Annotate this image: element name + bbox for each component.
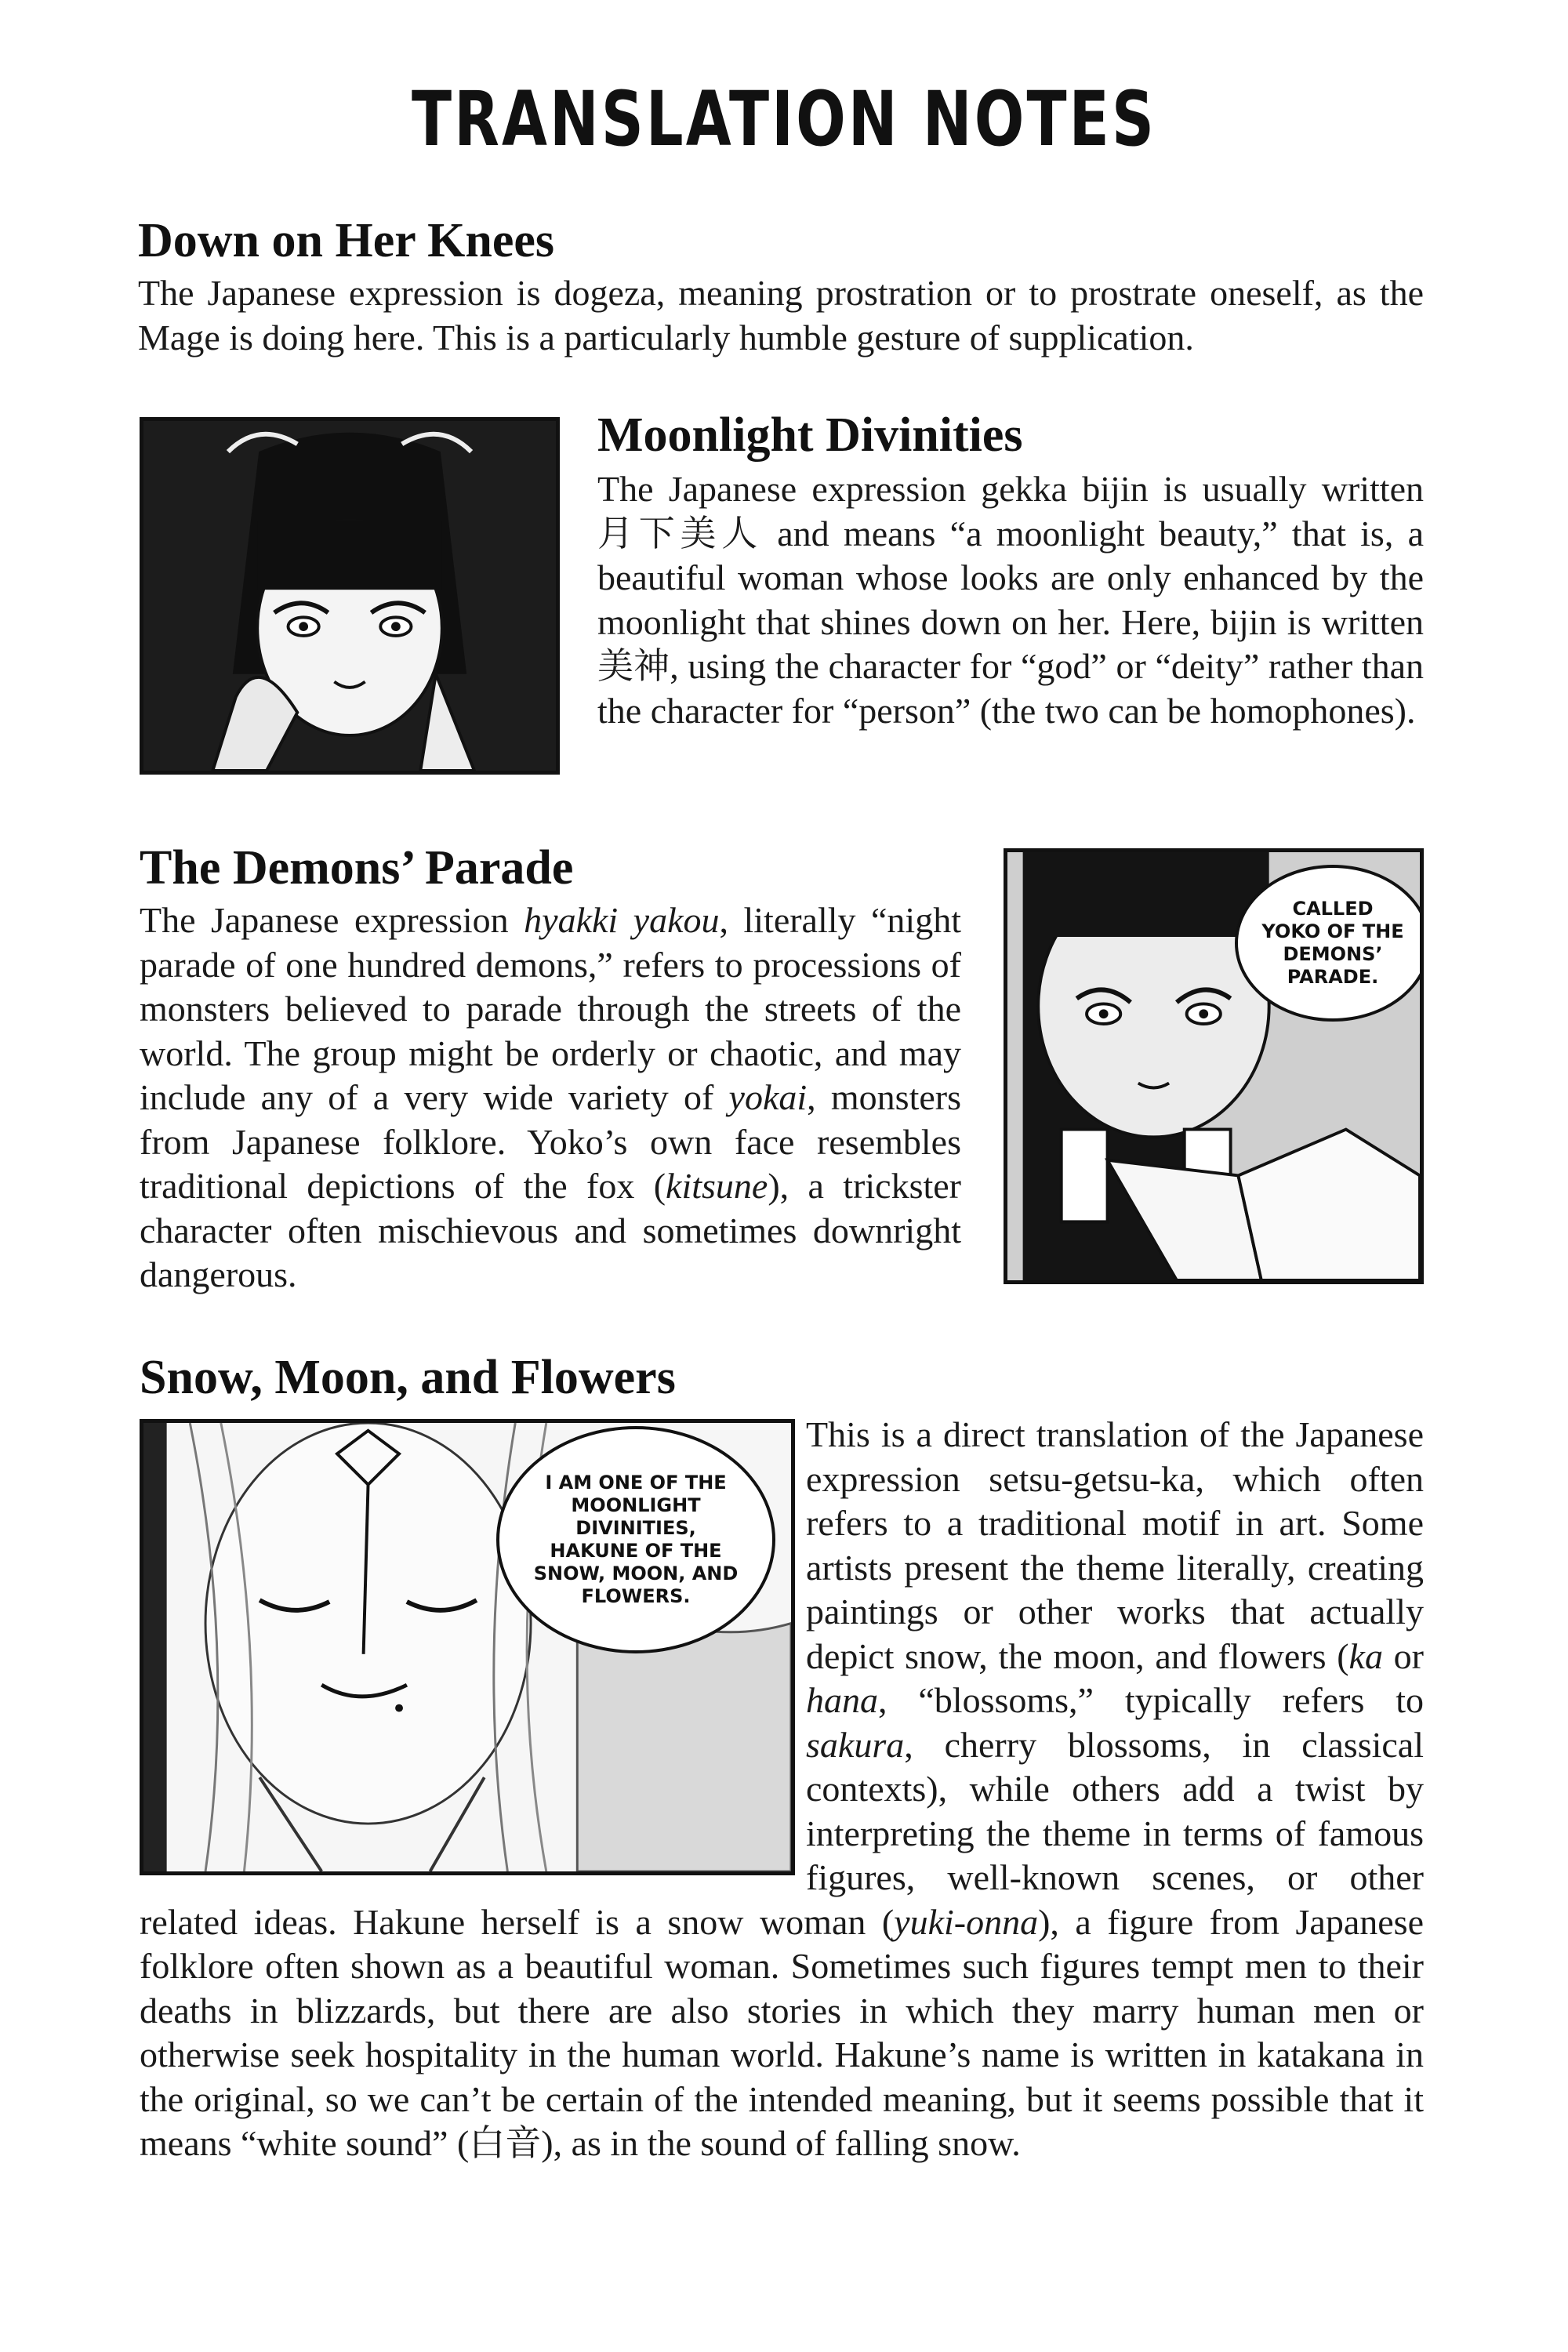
text-wrap-spacer [140,1413,806,1888]
note-heading-down-on-her-knees: Down on Her Knees [138,214,555,267]
note-body-demons-parade: The Japanese expression hyakki yakou, literally “night parade of one hundred demons,” refers to processions of monsters believed to parade through the streets of the world. The group might be orderly or chaotic, and may include any of a very wide variety of yokai, monsters from Japanese folklore. Yoko’s own face resembles traditional depictions of the fox (kitsune), a trickster character often mischievous and sometimes downright dangerous. [140,900,961,1294]
note-body-moonlight-divinities: The Japanese expression gekka bijin is usually written 月下美人 and means “a moonlight beauty,” that is, a beautiful woman whose looks are only enhanced by the moonlight that shines down on her. Here, bijin is written 美神, using the character for “god” or “deity” rather than the character for “person” (the two can be homophones). [597,469,1424,731]
manga-illustration [143,421,556,771]
note-heading-demons-parade: The Demons’ Parade [140,841,574,895]
note-heading-moonlight-divinities: Moonlight Divinities [597,408,1023,462]
manga-panel-moonlight [140,417,560,775]
manga-panel-demons-parade [1004,848,1424,1284]
note-heading-snow-moon-flowers: Snow, Moon, and Flowers [140,1351,676,1404]
note-body-snow-moon-flowers: This is a direct translation of the Japanese expression setsu-getsu-ka, which often refers to a traditional motif in art. Some artists present the theme literally, creating paintings or other works that actually depict snow, the moon, and flowers (ka or hana, “blossoms,” typically refers to sakura, cherry blossoms, in classical contexts), while others add a twist by interpreting the theme in terms of famous figures, well-known scenes, or other related ideas. Hakune herself is a snow woman (yuki-onna), a figure from Japanese folklore often shown as a beautiful woman. Sometimes such figures tempt men to their deaths in blizzards, but there are also stories in which they marry human men or otherwise seek hospitality in the human world. Hakune’s name is written in katakana in the original, so we can’t be certain of the intended meaning, but it seems possible that it means “white sound” (白音), as in the sound of falling snow. [140,1414,1424,2163]
speech-bubble-yoko: CALLED YOKO OF THE DEMONS’ PARADE. [1235,865,1424,1022]
note-body-down-on-her-knees: The Japanese expression is dogeza, meaning prostration or to prostrate oneself, as the Mage is doing here. This is a particularly humble gesture of supplication. [138,273,1424,358]
page-title: TRANSLATION NOTES [412,75,1156,163]
speech-bubble-hakune: I AM ONE OF THE MOONLIGHT DIVINITIES, HAKUNE OF THE SNOW, MOON, AND FLOWERS. [496,1426,775,1653]
